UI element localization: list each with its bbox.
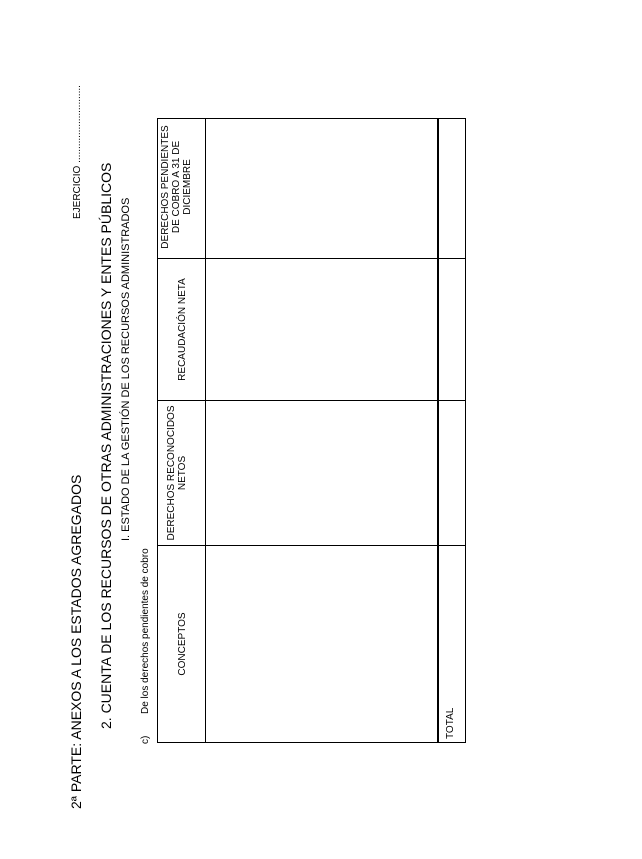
total-label: TOTAL: [445, 707, 456, 739]
column-header-derechos-pendientes: DERECHOS PENDIENTES DE COBRO A 31 DE DICIEMBRE: [160, 125, 193, 249]
section-title: 2. CUENTA DE LOS RECURSOS DE OTRAS ADMINISTRACIONES Y ENTES PÚBLICOS: [98, 162, 114, 729]
table-border-top: [157, 118, 158, 743]
subsection-title: I. ESTADO DE LA GESTIÓN DE LOS RECURSOS ADMINISTRADOS: [120, 197, 132, 541]
table-border-right: [157, 118, 466, 119]
column-divider: [157, 545, 466, 546]
column-divider: [157, 258, 466, 259]
column-divider: [157, 400, 466, 401]
table-border-bottom: [465, 118, 466, 743]
total-separator: [437, 118, 439, 743]
exercise-label: EJERCICIO ............................: [72, 85, 83, 219]
column-header-conceptos: CONCEPTOS: [177, 612, 188, 676]
item-letter: c): [140, 735, 151, 744]
column-header-derechos-reconocidos: DERECHOS RECONOCIDOS NETOS: [166, 405, 188, 541]
table-border-left: [157, 742, 466, 743]
part-title: 2ª PARTE: ANEXOS A LOS ESTADOS AGREGADOS: [68, 474, 84, 809]
header-separator: [205, 118, 206, 743]
column-header-recaudacion-neta: RECAUDACIÓN NETA: [177, 278, 188, 381]
item-title: De los derechos pendientes de cobro: [140, 548, 151, 714]
